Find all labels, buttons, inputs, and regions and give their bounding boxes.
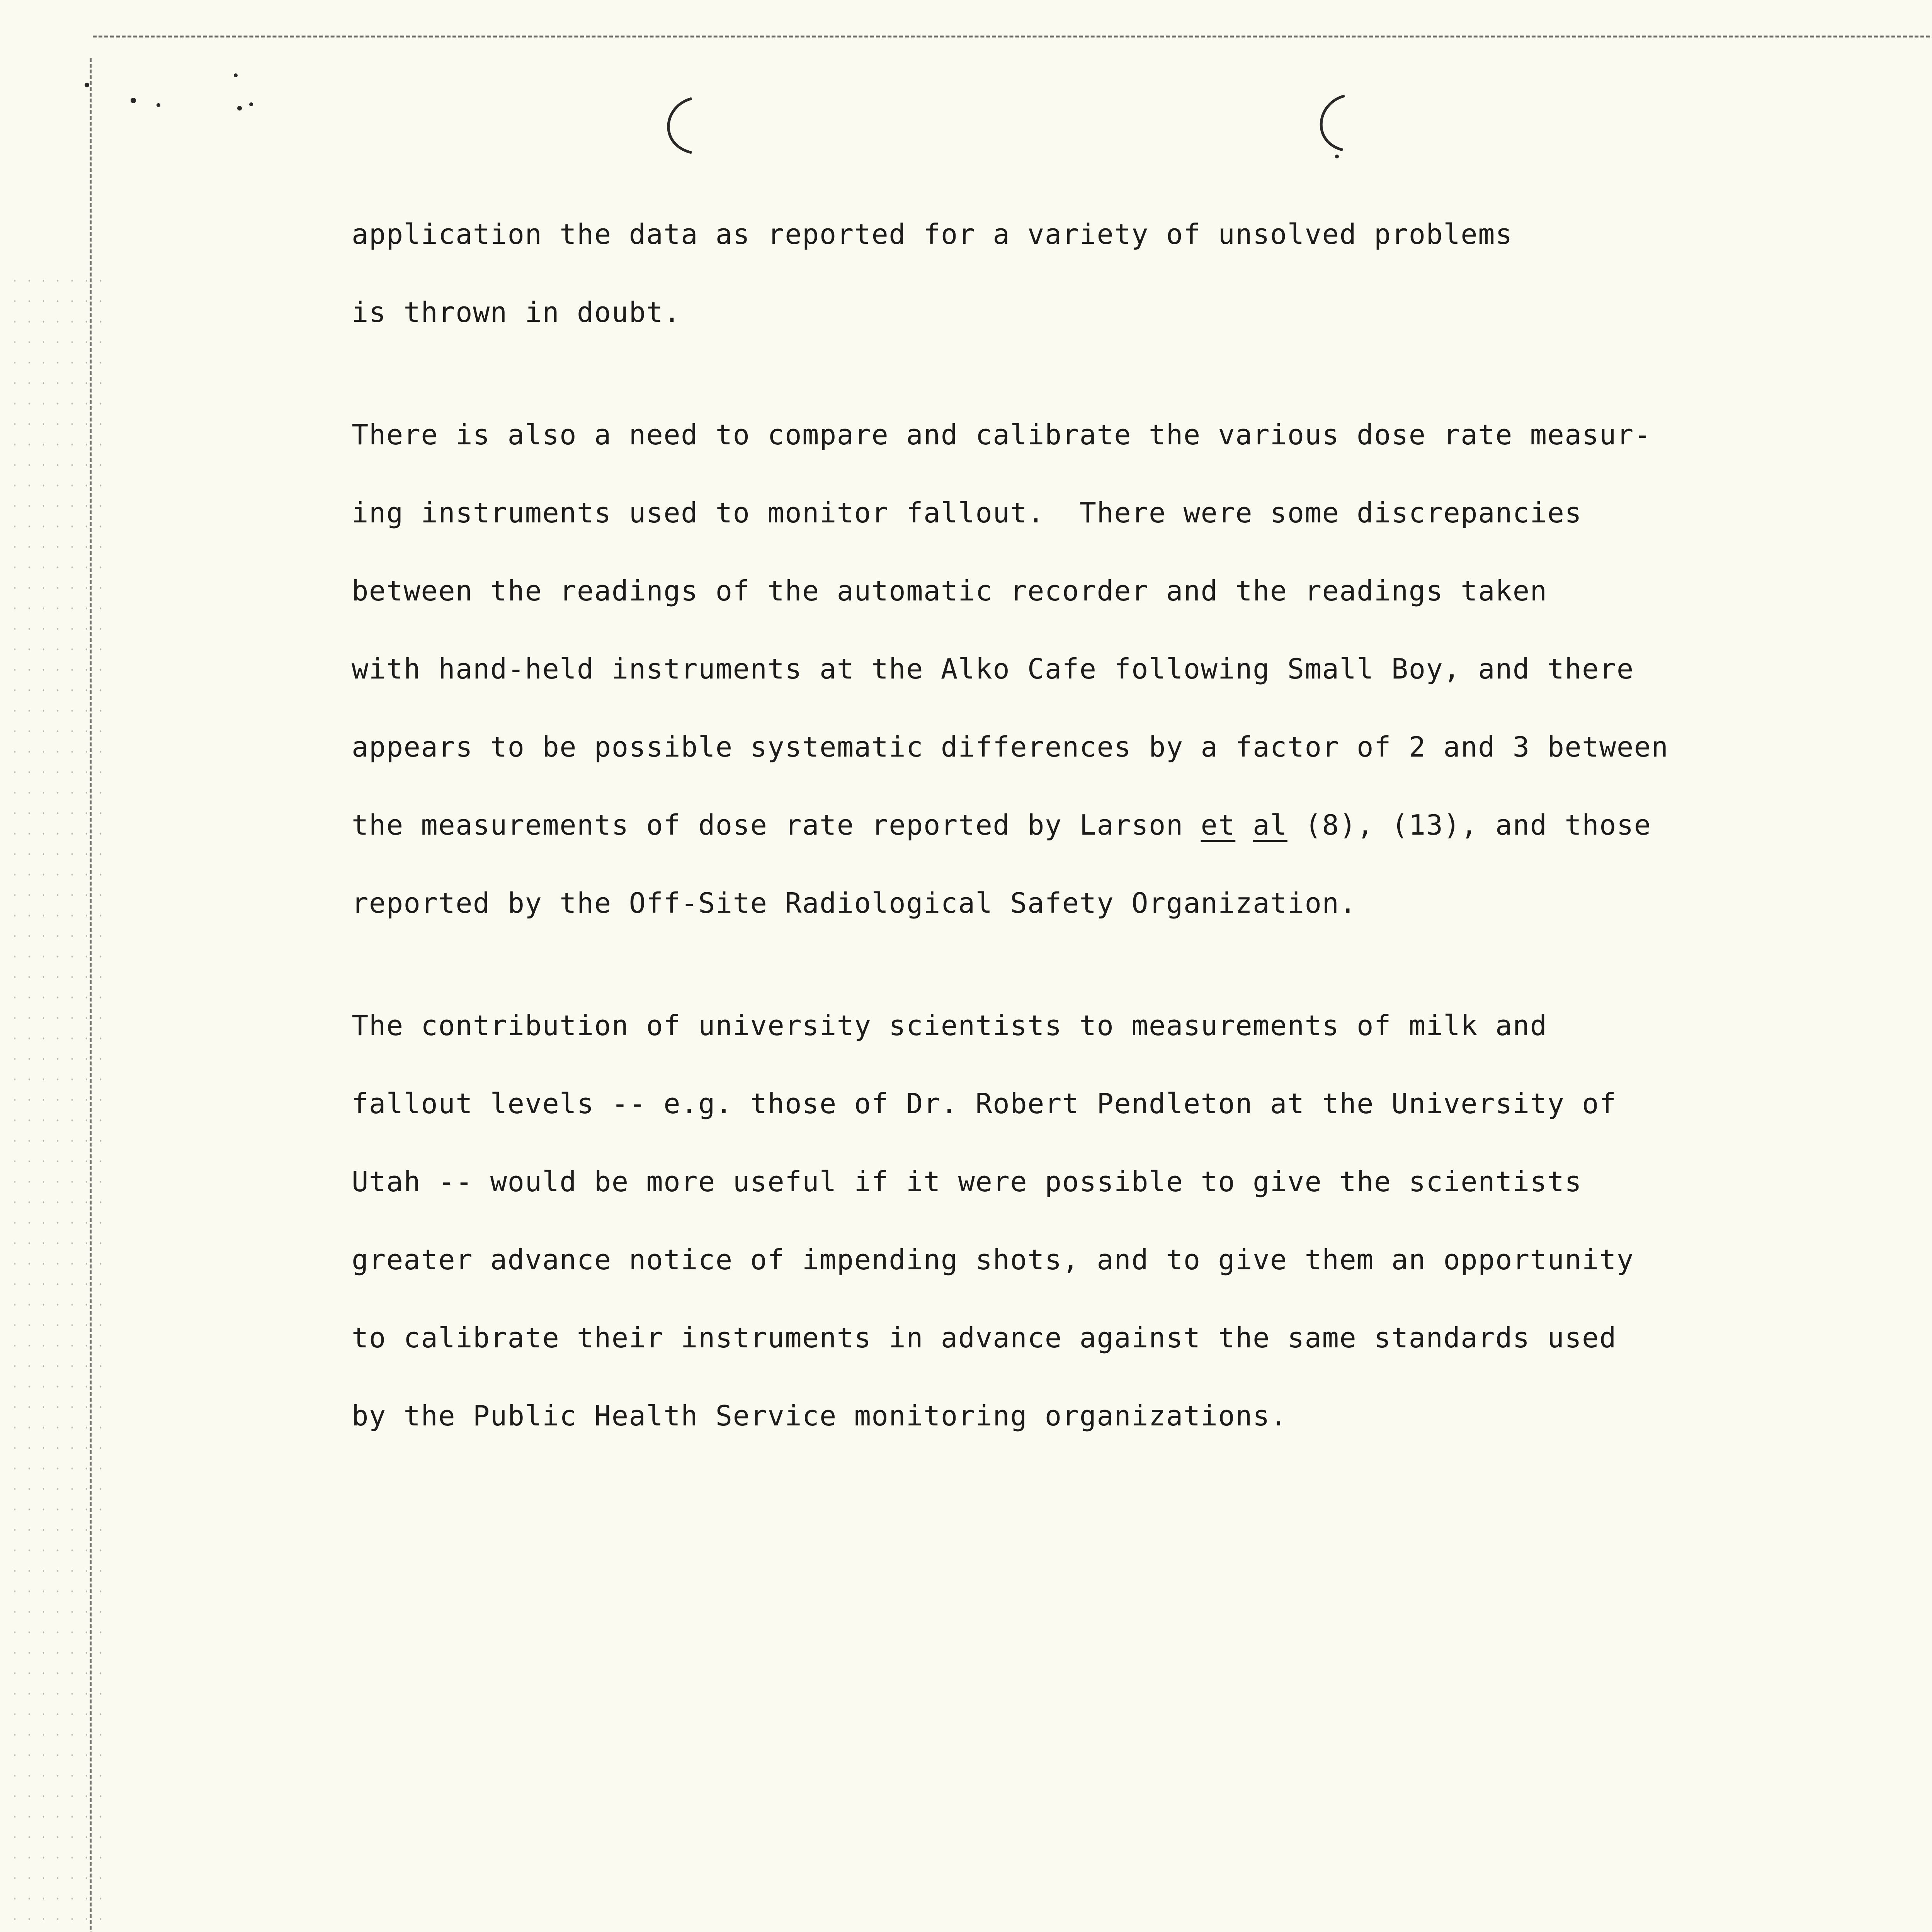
paragraph-2 <box>352 396 1878 942</box>
text-line-with-citation <box>352 786 1878 864</box>
text-line: between the readings of the automatic recorder and the readings taken <box>352 575 1548 607</box>
text-line: greater advance notice of impending shots, and to give them an opportunity <box>352 1243 1634 1276</box>
text-line: There is also a need to compare and calibrate the various dose rate measur- <box>352 418 1651 451</box>
text-line: appears to be possible systematic differences by a factor of 2 and 3 between <box>352 731 1669 763</box>
text-line: fallout levels -- e.g. those of Dr. Robert Pendleton at the University of <box>352 1087 1617 1120</box>
underlined-al: al <box>1253 809 1287 841</box>
text-line: to calibrate their instruments in advance against the same standards used <box>352 1321 1617 1354</box>
line-text-before: the measurements of dose rate reported by Larson <box>352 809 1201 841</box>
paragraph-1 <box>352 195 1878 351</box>
text-line: ing instruments used to monitor fallout. There were some discrepancies <box>352 497 1582 529</box>
text-line: The contribution of university scientists to measurements of milk and <box>352 1009 1548 1042</box>
text-line: application the data as reported for a variety of unsolved problems <box>352 218 1513 250</box>
punch-hole-marks <box>0 0 1932 193</box>
text-line: by the Public Health Service monitoring organizations. <box>352 1400 1287 1432</box>
text-line: is thrown in doubt. <box>352 296 681 328</box>
document-body <box>352 195 1878 1499</box>
underlined-et: et <box>1201 809 1236 841</box>
text-line: with hand-held instruments at the Alko Cafe following Small Boy, and there <box>352 653 1634 685</box>
text-line: Utah -- would be more useful if it were possible to give the scientists <box>352 1165 1582 1198</box>
text-line: reported by the Off-Site Radiological Safety Organization. <box>352 887 1357 919</box>
paragraph-3 <box>352 986 1878 1455</box>
line-space <box>1235 809 1253 841</box>
line-text-after: (8), (13), and those <box>1287 809 1651 841</box>
scan-edge-noise <box>8 270 104 1932</box>
